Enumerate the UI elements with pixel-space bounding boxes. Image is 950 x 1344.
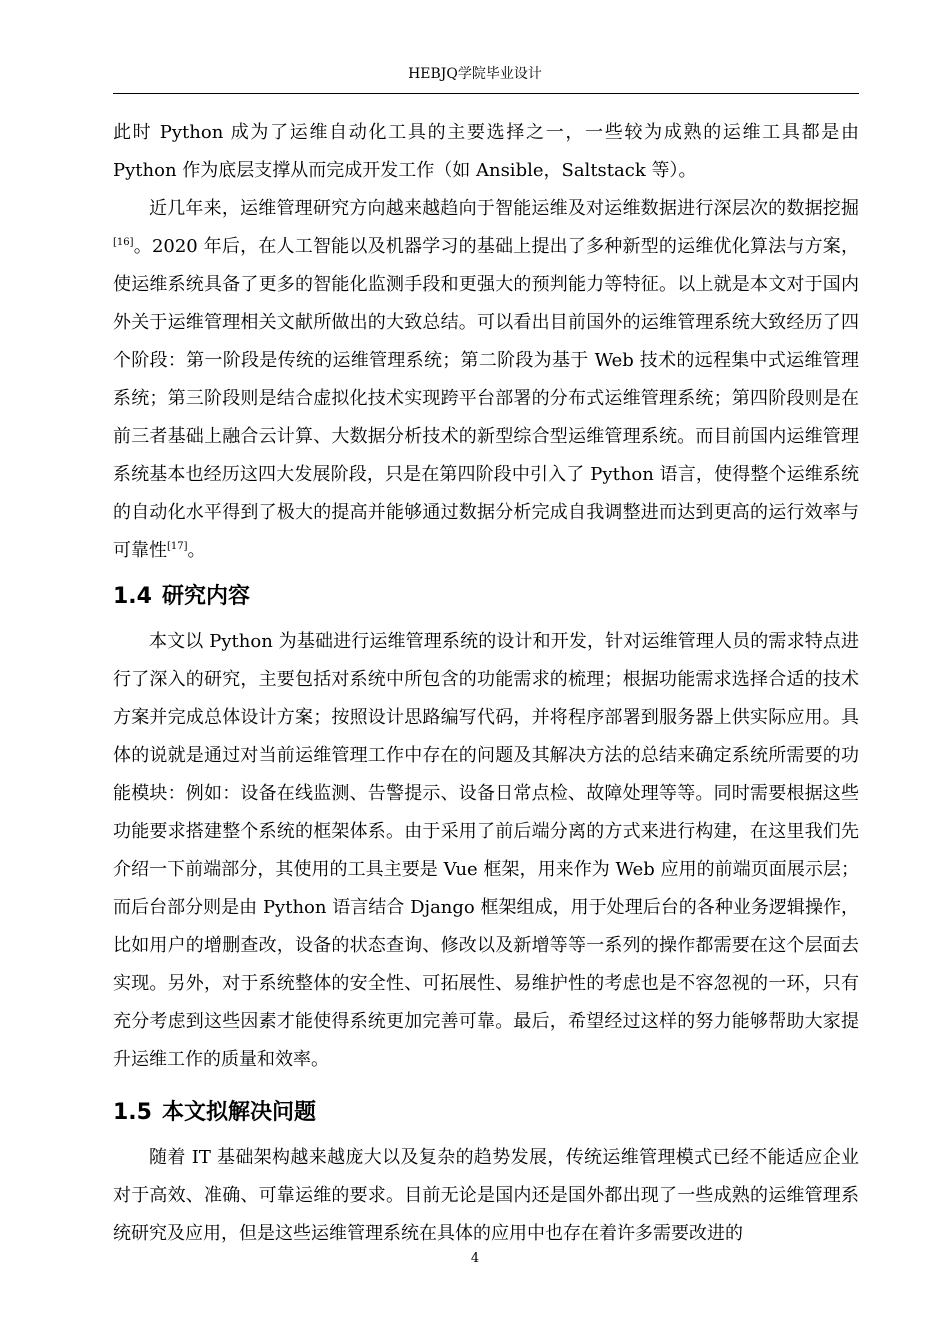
section-number: 1.4 xyxy=(113,584,152,609)
paragraph-research-content xyxy=(113,623,859,1079)
paragraph-text: 随着 IT 基础架构越来越庞大以及复杂的趋势发展，传统运维管理模式已经不能适应企业对于高效、准确、可靠运维的要求。目前无论是国内还是国外都出现了一些成熟的运维管理系统研究及应用，但是这些运维管理系统在具体的应用中也存在着许多需要改进的 xyxy=(113,1147,859,1244)
citation-16: [16] xyxy=(113,237,134,248)
paragraph-literature-summary xyxy=(113,190,859,570)
paragraph-problems xyxy=(113,1139,859,1253)
paragraph-text: 近几年来，运维管理研究方向越来越趋向于智能运维及对运维数据进行深层次的数据挖掘 xyxy=(149,198,859,219)
header-rule xyxy=(113,93,859,94)
section-title: 本文拟解决问题 xyxy=(161,1100,316,1125)
paragraph-text: 。2020 年后，在人工智能以及机器学习的基础上提出了多种新型的运维优化算法与方案，使运维系统具备了更多的智能化监测手段和更强大的预判能力等特征。以上就是本文对于国内外关于运维管理相关文献所做出的大致总结。可以看出目前国外的运维管理系统大致经历了四个阶段：第一阶段是传统的运维管理系统；第二阶段为基于 Web 技术的远程集中式运维管理系统；第三阶段则是结合虚拟化技术实现跨平台部署的分布式运维管理系统；第四阶段则是在前三者基础上融合云计算、大数据分析技术的新型综合型运维管理系统。而目前国内运维管理系统基本也经历这四大发展阶段，只是在第四阶段中引入了 Python 语言，使得整个运维系统的自动化水平得到了极大的提高并能够通过数据分析完成自我调整进而达到更高的运行效率与可靠性 xyxy=(113,236,859,561)
section-number: 1.5 xyxy=(113,1100,152,1125)
paragraph-python-tools xyxy=(113,114,859,190)
page-header: HEBJQ学院毕业设计 xyxy=(408,66,542,82)
section-heading-1-4 xyxy=(113,578,859,616)
section-title: 研究内容 xyxy=(161,584,250,609)
paragraph-text: 本文以 Python 为基础进行运维管理系统的设计和开发，针对运维管理人员的需求特点进行了深入的研究，主要包括对系统中所包含的功能需求的梳理；根据功能需求选择合适的技术方案并完成总体设计方案；按照设计思路编写代码，并将程序部署到服务器上供实际应用。具体的说就是通过对当前运维管理工作中存在的问题及其解决方法的总结来确定系统所需要的功能模块：例如：设备在线监测、告警提示、设备日常点检、故障处理等等。同时需要根据这些功能要求搭建整个系统的框架体系。由于采用了前后端分离的方式来进行构建，在这里我们先介绍一下前端部分，其使用的工具主要是 Vue 框架，用来作为 Web 应用的前端页面展示层；而后台部分则是由 Python 语言结合 Django 框架组成，用于处理后台的各种业务逻辑操作，比如用户的增删查改，设备的状态查询、修改以及新增等等一系列的操作都需要在这个层面去实现。另外，对于系统整体的安全性、可拓展性、易维护性的考虑也是不容忽视的一环，只有充分考虑到这些因素才能使得系统更加完善可靠。最后，希望经过这样的努力能够帮助大家提升运维工作的质量和效率。 xyxy=(113,631,859,1070)
page-number: 4 xyxy=(470,1251,480,1266)
section-heading-1-5 xyxy=(113,1094,859,1132)
citation-17: [17] xyxy=(167,541,188,552)
paragraph-text: 此时 Python 成为了运维自动化工具的主要选择之一，一些较为成熟的运维工具都是由 Python 作为底层支撑从而完成开发工作（如 Ansible，Saltstack 等）。 xyxy=(113,122,859,181)
paragraph-text: 。 xyxy=(187,540,206,561)
